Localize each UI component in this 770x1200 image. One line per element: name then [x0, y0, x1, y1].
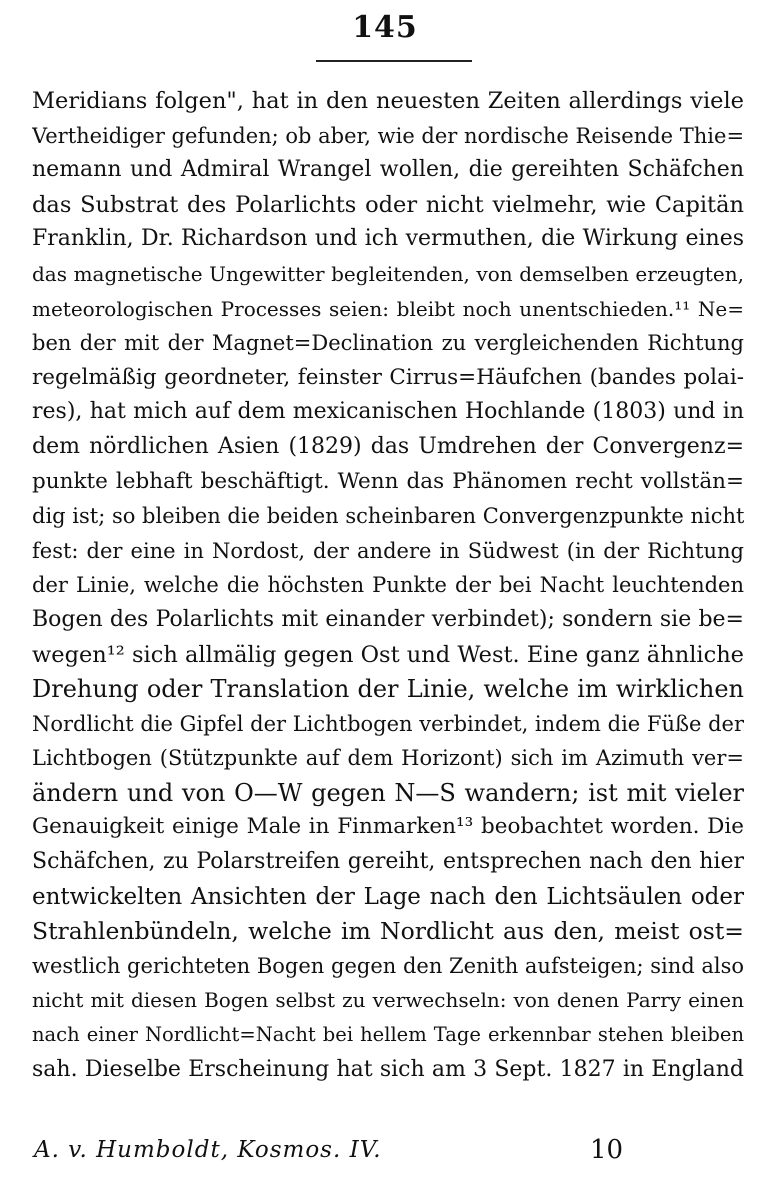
text-line: dem nördlichen Asien (1829) das Umdrehen der Convergenz=: [32, 433, 744, 459]
body-text: [32, 84, 744, 1087]
text-line: dig ist; so bleiben die beiden scheinbaren Convergenzpunkte nicht: [32, 504, 744, 529]
text-line: wegen¹² sich allmälig gegen Ost und West. Eine ganz ähnliche: [32, 641, 744, 668]
text-line: Bogen des Polarlichts mit einander verbindet); sondern sie be=: [32, 606, 744, 632]
text-line: Meridians folgen", hat in den neuesten Zeiten allerdings viele: [32, 88, 744, 114]
text-line: punkte lebhaft beschäftigt. Wenn das Phänomen recht vollstän=: [32, 468, 744, 494]
text-line: Nordlicht die Gipfel der Lichtbogen verbindet, indem die Füße der: [32, 711, 744, 736]
text-line: fest: der eine in Nordost, der andere in Südwest (in der Richtung: [32, 538, 744, 563]
text-line: meteorologischen Processes seien: bleibt noch unentschieden.¹¹ Ne=: [32, 296, 744, 321]
text-line: ändern und von O—W gegen N—S wandern; ist mit vieler: [32, 778, 744, 807]
page-footer: [34, 1132, 734, 1168]
sheet-number: 10: [590, 1135, 624, 1165]
text-line: regelmäßig geordneter, feinster Cirrus=Häufchen (bandes polai-: [32, 364, 744, 390]
text-line: Schäfchen, zu Polarstreifen gereiht, entsprechen nach den hier: [32, 849, 744, 875]
signature-mark: A. v. Humboldt, Kosmos. IV.: [34, 1137, 382, 1163]
text-line: nemann und Admiral Wrangel wollen, die gereihten Schäfchen: [32, 157, 744, 183]
text-line: Drehung oder Translation der Linie, welche im wirklichen: [32, 675, 744, 704]
text-line: nach einer Nordlicht=Nacht bei hellem Tage erkennbar stehen bleiben: [32, 1023, 744, 1047]
text-line: Franklin, Dr. Richardson und ich vermuthen, die Wirkung eines: [32, 226, 744, 252]
text-line: Strahlenbündeln, welche im Nordlicht aus den, meist ost=: [32, 917, 744, 946]
text-line: das magnetische Ungewitter begleitenden, von demselben erzeugten,: [32, 261, 744, 286]
text-line: nicht mit diesen Bogen selbst zu verwechseln: von denen Parry einen: [32, 988, 744, 1013]
header-rule: [316, 60, 472, 62]
text-line: der Linie, welche die höchsten Punkte der bei Nacht leuchtenden: [32, 573, 744, 598]
text-line: res), hat mich auf dem mexicanischen Hochlande (1803) und in: [32, 399, 744, 425]
page-number: 145: [352, 10, 418, 45]
text-line: westlich gerichteten Bogen gegen den Zenith aufsteigen; sind also: [32, 953, 744, 978]
text-line: sah. Dieselbe Erscheinung hat sich am 3 Sept. 1827 in England: [32, 1056, 744, 1082]
text-line: entwickelten Ansichten der Lage nach den Lichtsäulen oder: [32, 883, 744, 910]
text-line: das Substrat des Polarlichts oder nicht vielmehr, wie Capitän: [32, 191, 744, 218]
text-line: Vertheidiger gefunden; ob aber, wie der nordische Reisende Thie=: [32, 123, 744, 148]
text-line: ben der mit der Magnet=Declination zu vergleichenden Richtung: [32, 331, 744, 356]
text-line: Lichtbogen (Stützpunkte auf dem Horizont) sich im Azimuth ver=: [32, 746, 744, 771]
text-line: Genauigkeit einige Male in Finmarken¹³ beobachtet worden. Die: [32, 814, 744, 840]
